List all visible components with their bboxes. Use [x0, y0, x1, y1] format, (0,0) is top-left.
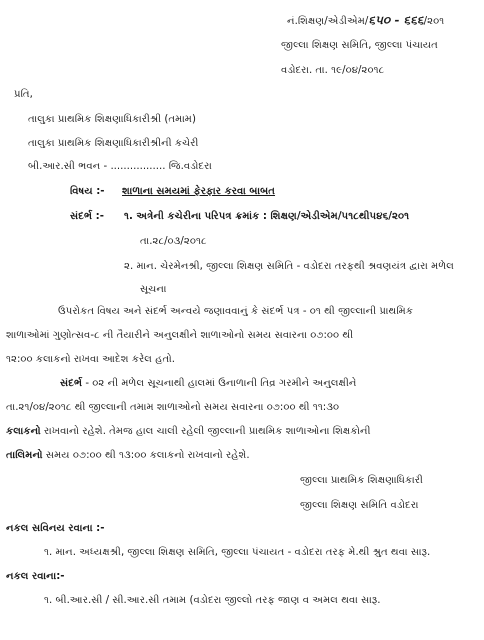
reference-handwritten-number: ૬૫૦ - ૬૬૬ [368, 13, 424, 27]
recipient-line-3: બી.આર.સી ભવન - ................. જિ.વડોદરા [28, 161, 212, 172]
reference-prefix: નં.શિક્ષણ/એડીએમ/ [287, 16, 369, 27]
paragraph-2-line-3-text: રાખવાનો રહેશે. તેમજ હાલ ચાલી રહેલી જીલ્લાની પ્રાથમિક શાળાઓના શિક્ષકોની [43, 426, 371, 437]
copy-2: ૧. બી.આર.સી / સી.આર.સી તમામ (વડોદરા જીલ્લો તરફ જાણ વ અમલ થવા સારૂ. [44, 595, 381, 606]
recipient-line-1: તાલુકા પ્રાથમિક શિક્ષણાધિકારીશ્રી (તમામ) [28, 114, 196, 125]
signature-line-2: જીલ્લા શિક્ષણ સમિતિ વડોદરા [300, 500, 419, 511]
paragraph-1-line-3: ૧૨:૦૦ કલાકનો રાખવા આદેશ કરેલ હતો. [6, 354, 176, 365]
recipient-label: પ્રતિ, [14, 89, 33, 100]
reference-number [287, 14, 444, 28]
paragraph-2-line-4-bold: તાલિમનો [6, 450, 43, 461]
references-label: સંદર્ભ :- [70, 211, 104, 222]
paragraph-2-line-3-bold: કલાકનો [6, 426, 41, 437]
paragraph-2-line-2: તા.૨૧/૦૪/૨૦૧૮ થી જીલ્લાની તમામ શાળાઓનો સમય સવારના ૦૭:૦૦ થી ૧૧:૩૦ [6, 402, 340, 413]
paragraph-2-line-1 [60, 377, 480, 390]
paragraph-2-line-4 [6, 449, 480, 462]
subject-label: વિષય :- [70, 186, 105, 197]
reference-year: /૨૦૧ [423, 16, 445, 27]
reference-2-line-1: ૨. માન. ચેરમેનશ્રી, જીલ્લા શિક્ષણ સમિતિ - વડોદરા તરફથી શ્રવણયંત્ર દ્વારા મળેલ [124, 261, 454, 272]
office-name: જીલ્લા શિક્ષણ સમિતિ, જીલ્લા પંચાયત [281, 40, 438, 51]
paragraph-2-line-4-text: સમય ૦૭:૦૦ થી ૧૩:૦૦ કલાકનો રાખવાનો રહેશે. [45, 450, 250, 461]
signature-line-1: જીલ્લા પ્રાથમિક શિક્ષણાધિકારી [300, 475, 423, 486]
subject-text: શાળાના સમયમાં ફેરફાર કરવા બાબત [122, 186, 276, 197]
copies-label-1: નકલ સવિનય રવાના :- [6, 523, 105, 534]
copy-1: ૧. માન. અધ્યક્ષશ્રી, જીલ્લા શિક્ષણ સમિતિ, જીલ્લા પંચાયત - વડોદરા તરફ મે.થી શ્રુત થવા સારૂ. [44, 547, 431, 558]
copies-label-2: નકલ રવાના:- [6, 571, 65, 582]
paragraph-1-line-1: ઉપરોકત વિષય અને સંદર્ભ અન્વયે જણાવવાનું કે સંદર્ભ પત્ર - ૦૧ થી જીલ્લાની પ્રાથમિક [58, 306, 414, 317]
paragraph-2-line-3 [6, 425, 480, 438]
reference-1-line-2: તા.૨૮/૦૩/૨૦૧૮ [140, 236, 207, 247]
place-date: વડોદરા. તા. ૧૯/૦૪/૨૦૧૮ [281, 65, 385, 76]
recipient-line-2: તાલુકા પ્રાથમિક શિક્ષણાધિકારીશ્રીની કચેરી [28, 138, 199, 149]
paragraph-2-line-1-text: - ૦૨ ની મળેલ સૂચનાથી હાલમાં ઉનાળાની તિવ્ર ગરમીને અનુલક્ષીને [85, 378, 357, 389]
paragraph-1-line-2: શાળાઓમાં ગુણોત્સવ-૮ ની તૈયારીને અનુલક્ષીને શાળાઓનો સમય સવારના ૦૭:૦૦ થી [6, 330, 354, 341]
reference-1-line-1: ૧. અત્રેની કચેરીના પરિપત્ર ક્રમાંક : શિક્ષણ/એડીએમ/૫૧૮થી૫૪૬/૨૦૧ [124, 211, 410, 222]
reference-2-line-2: સૂચના [140, 284, 167, 295]
paragraph-2-label: સંદર્ભ [60, 378, 83, 389]
